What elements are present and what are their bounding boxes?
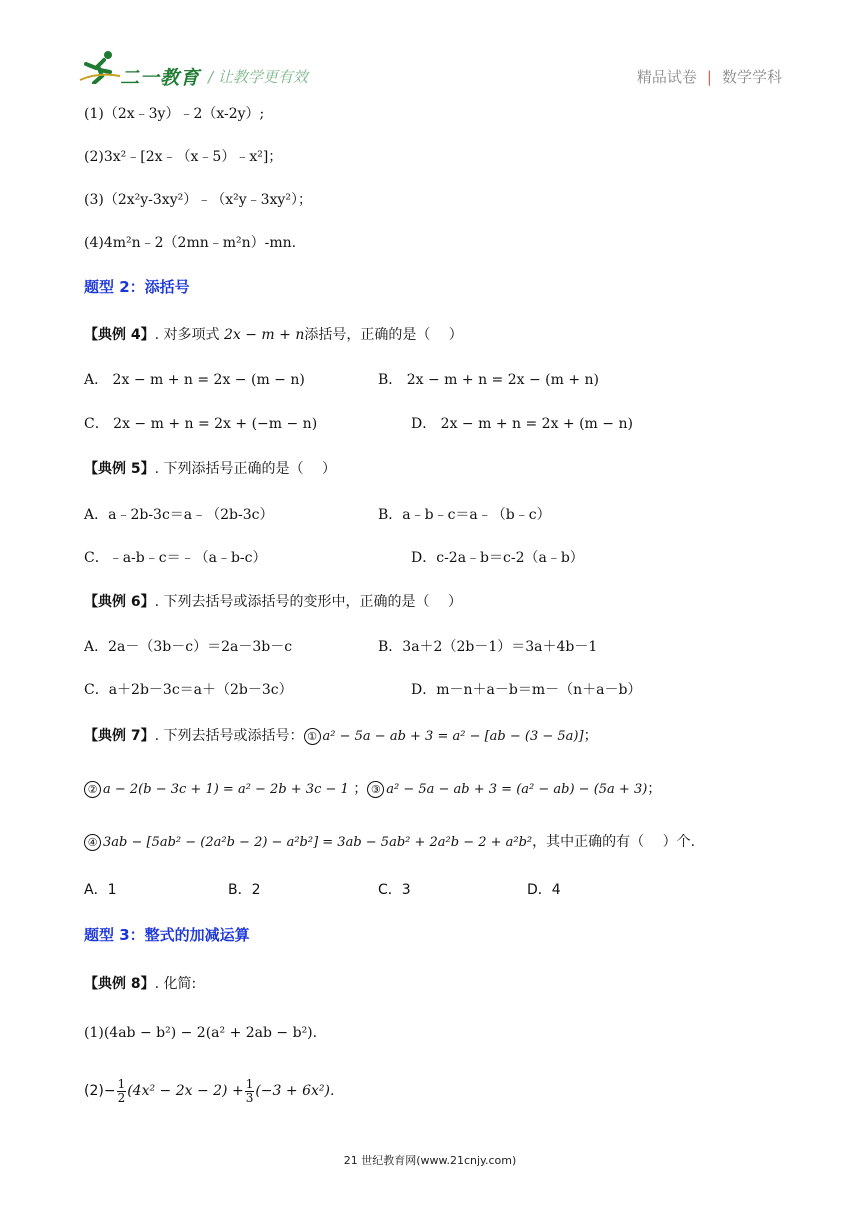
example-7-stem: 【典例 7】. 下列去括号或添括号： ① a² − 5a − ab + 3 = a² − [ab − (3 − 5a)]；	[84, 728, 598, 744]
example-6-stem	[84, 592, 462, 612]
page-header	[0, 0, 860, 96]
example-8-stem	[84, 974, 196, 994]
brand-slogan: / 让教学更有效	[208, 68, 308, 86]
problem-1: (1)（2x﹣3y）﹣2（x-2y）;	[84, 106, 265, 122]
example-4-stem-pre: . 对多项式	[154, 327, 220, 343]
example-4-tag: 【典例 4】	[84, 327, 155, 343]
fraction-denominator: 3	[245, 1090, 254, 1105]
example-5-option-c: C．﹣a-b﹣c＝﹣（a﹣b-c）	[84, 550, 267, 566]
example-7-expr-2: a − 2(b − 3c + 1) = a² − 2b + 3c − 1	[103, 782, 349, 797]
math-subject-label: 数学学科	[721, 68, 782, 86]
example-7-option-a: A．1	[84, 882, 117, 898]
example-7-tail: ，其中正确的有（ ）个.	[532, 834, 696, 850]
example-5-option-a: A．a﹣2b-3c＝a﹣（2b-3c）	[84, 507, 274, 523]
q2-label: (2)−	[84, 1083, 116, 1099]
section-heading-2: 题型 2：添括号	[84, 278, 190, 296]
example-7-expr-1: a² − 5a − ab + 3 = a² − [ab − (3 − 5a)]	[322, 729, 584, 744]
problem-3: (3)（2x²y-3xy²）﹣（x²y﹣3xy²）；	[84, 192, 312, 208]
example-7-stem-text: . 下列去括号或添括号：	[154, 728, 304, 744]
example-6-stem-text: . 下列去括号或添括号的变形中，正确的是（ ）	[154, 594, 462, 610]
header-separator: |	[706, 68, 712, 86]
example-8-question-2	[84, 1075, 334, 1107]
example-6-tag: 【典例 6】	[84, 594, 155, 610]
example-7-option-d: D．4	[527, 882, 561, 898]
example-7-line-3	[84, 832, 695, 853]
example-8-question-1: (1)(4ab − b²) − 2(a² + 2ab − b²).	[84, 1025, 318, 1041]
section-heading-3: 题型 3：整式的加减运算	[84, 926, 250, 944]
fraction-numerator: 1	[117, 1076, 126, 1091]
q2-part-a: (4x² − 2x − 2) +	[127, 1083, 244, 1099]
example-7-tag: 【典例 7】	[84, 728, 155, 744]
example-4-expr: 2x − m + n	[223, 327, 305, 343]
example-7-option-c: C．3	[378, 882, 411, 898]
premium-paper-label: 精品试卷	[636, 68, 697, 86]
example-4-option-c: C． 2x − m + n = 2x + (−m − n)	[84, 416, 318, 432]
example-7-line-2: ② a − 2(b − 3c + 1) = a² − 2b + 3c − 1 ； ③ a² − 5a − ab + 3 = (a² − ab) − (5a + 3)；	[84, 779, 661, 800]
fraction-numerator: 1	[245, 1076, 254, 1091]
fraction-denominator: 2	[117, 1090, 126, 1105]
circled-number-1: ①	[304, 728, 321, 745]
example-5-tag: 【典例 5】	[84, 461, 155, 477]
runner-logo-icon	[78, 50, 122, 84]
brand-name: 二一教育	[120, 67, 201, 89]
example-4-option-a: A． 2x − m + n = 2x − (m − n)	[84, 372, 305, 388]
example-4-stem	[84, 325, 463, 345]
example-8-tag: 【典例 8】	[84, 976, 155, 992]
fraction-one-half	[117, 1078, 127, 1105]
problem-4: (4)4m²n﹣2（2mn﹣m²n）-mn.	[84, 235, 297, 251]
example-5-option-b: B．a﹣b﹣c＝a﹣（b﹣c）	[378, 507, 551, 523]
page-footer: 21 世纪教育网(www.21cnjy.com)	[343, 1154, 517, 1167]
example-4-option-b: B． 2x − m + n = 2x − (m + n)	[378, 372, 600, 388]
example-6-option-b: B．3a＋2（2b－1）＝3a＋4b－1	[378, 639, 598, 655]
q2-part-b: (−3 + 6x²).	[255, 1083, 335, 1099]
example-8-stem-text: . 化简:	[154, 976, 197, 992]
circled-number-2: ②	[84, 781, 101, 798]
example-7-expr-4: 3ab − [5ab² − (2a²b − 2) − a²b²] = 3ab − 5ab² + 2a²b − 2 + a²b²	[103, 835, 533, 850]
example-4-option-d: D． 2x − m + n = 2x + (m − n)	[411, 416, 633, 432]
circled-number-3: ③	[367, 781, 384, 798]
example-6-option-c: C．a＋2b－3c＝a＋（2b－3c）	[84, 682, 293, 698]
example-5-stem-text: . 下列添括号正确的是（ ）	[154, 461, 336, 477]
example-7-option-b: B．2	[228, 882, 261, 898]
example-4-stem-post: 添括号，正确的是（ ）	[304, 327, 463, 343]
example-6-option-a: A．2a－（3b－c）＝2a－3b－c	[84, 639, 293, 655]
example-6-option-d: D．m－n＋a－b＝m－（n＋a－b）	[411, 682, 642, 698]
circled-number-4: ④	[84, 834, 101, 851]
example-7-expr-3: a² − 5a − ab + 3 = (a² − ab) − (5a + 3)	[386, 782, 648, 797]
fraction-one-third	[245, 1078, 255, 1105]
example-5-option-d: D．c-2a﹣b＝c-2（a﹣b）	[411, 550, 584, 566]
subject-label	[637, 66, 782, 87]
example-5-stem	[84, 459, 336, 479]
problem-2: (2)3x²﹣[2x﹣（x﹣5）﹣x²]；	[84, 149, 283, 165]
